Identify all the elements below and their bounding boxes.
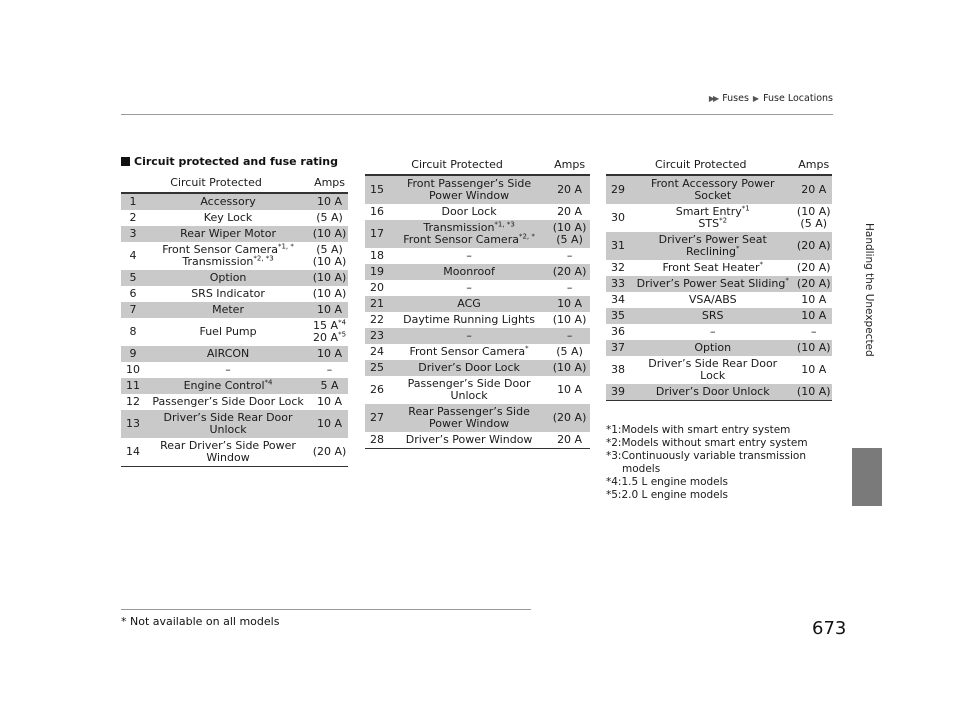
column-header-amps: Amps [795, 155, 832, 175]
fuse-table-1 [121, 173, 348, 467]
table-row [365, 220, 590, 248]
fuse-number: 5 [121, 270, 145, 286]
circuit-name: Accessory [145, 193, 311, 210]
note-item: *4:1.5 L engine models [606, 476, 729, 488]
circuit-name [389, 344, 549, 360]
circuit-name: SRS Indicator [191, 287, 265, 300]
circuit-name: Moonroof [389, 264, 549, 280]
amps-line: (10 A) [796, 205, 831, 218]
column-header-amps: Amps [549, 155, 590, 175]
circuit-name [630, 204, 795, 232]
amps-line: (10 A) [312, 255, 347, 268]
circuit-name [630, 356, 795, 384]
circuit-name: Driver’s Power Window [389, 432, 549, 449]
circuit-line: Driver’s Side Rear Door [163, 411, 293, 424]
table-row [121, 210, 348, 226]
circuit-name [389, 404, 549, 432]
table-row [365, 175, 590, 204]
fuse-number: 38 [611, 363, 625, 376]
footnote-marker: * [736, 244, 740, 253]
fuse-amps: 20 A [795, 175, 832, 204]
fuse-amps: (5 A) [316, 211, 343, 224]
fuse-number: 39 [606, 384, 630, 401]
fuse-number: 16 [370, 205, 384, 218]
fuse-table-3 [606, 155, 832, 401]
fuse-amps [795, 204, 832, 232]
circuit-name: SRS [630, 308, 795, 324]
table-row [365, 296, 590, 312]
fuse-amps: – [549, 328, 590, 344]
circuit-name [630, 175, 795, 204]
fuse-number: 10 [126, 363, 140, 376]
section-title: Circuit protected and fuse rating [134, 155, 338, 168]
amps-line: 20 A [313, 331, 339, 344]
fuse-number: 13 [121, 410, 145, 438]
fuse-number: 9 [121, 346, 145, 362]
breadcrumb-item-fuse-locations[interactable]: Fuse Locations [763, 93, 833, 104]
fuse-amps: (20 A) [796, 261, 831, 274]
amps-line: (5 A) [556, 233, 583, 246]
fuse-amps [311, 242, 348, 270]
circuit-line: Lock [700, 369, 726, 382]
table-row [121, 346, 348, 362]
fuse-amps: 10 A [311, 302, 348, 318]
circuit-line: Rear Passenger’s Side [408, 405, 530, 418]
table-row [121, 242, 348, 270]
footnote-marker: *4 [338, 318, 347, 327]
circuit-name: VSA/ABS [688, 293, 737, 306]
table-row [121, 193, 348, 210]
column-header-circuit: Circuit Protected [365, 155, 549, 175]
circuit-line: Socket [694, 189, 732, 202]
circuit-name: – [709, 325, 716, 338]
footnote-marker: *2, *3 [253, 254, 274, 263]
fuse-number: 2 [129, 211, 137, 224]
fuse-number: 4 [129, 249, 137, 262]
circuit-name: Driver’s Door Lock [389, 360, 549, 376]
table-row [121, 438, 348, 467]
circuit-line: Window [206, 451, 250, 464]
fuse-amps: 10 A [795, 308, 832, 324]
circuit-name: AIRCON [145, 346, 311, 362]
fuse-number: 33 [606, 276, 630, 292]
table-row [121, 378, 348, 394]
fuse-number: 25 [365, 360, 389, 376]
table-row [121, 286, 348, 302]
fuse-amps: 10 A [549, 296, 590, 312]
circuit-line: Unlock [450, 389, 488, 402]
circuit-line: Transmission [182, 255, 254, 268]
table-row [365, 204, 590, 220]
table-row [606, 356, 832, 384]
fuse-amps: (20 A) [796, 277, 831, 290]
circuit-name: Rear Wiper Motor [145, 226, 311, 242]
fuse-table-2 [365, 155, 590, 449]
table-row [365, 404, 590, 432]
fuse-amps: (10 A) [312, 271, 347, 284]
table-row [606, 232, 832, 260]
footnote-marker: *1, *3 [494, 220, 515, 229]
footnote-marker: *4 [264, 378, 273, 387]
table-row [365, 432, 590, 449]
amps-line: (5 A) [800, 217, 828, 230]
breadcrumb-item-fuses[interactable]: Fuses [722, 93, 749, 104]
circuit-name [145, 242, 311, 270]
circuit-name: – [466, 281, 472, 294]
circuit-line: Front Sensor Camera [403, 233, 519, 246]
fuse-number: 35 [606, 308, 630, 324]
amps-line: (10 A) [552, 221, 587, 234]
column-header-circuit: Circuit Protected [121, 173, 311, 193]
table-row [606, 384, 832, 401]
fuse-amps: – [326, 363, 333, 376]
table-row [121, 302, 348, 318]
circuit-name [389, 175, 549, 204]
fuse-number: 36 [611, 325, 625, 338]
side-section-label: Handling the Unexpected [863, 223, 875, 357]
table-row [606, 340, 832, 356]
column-header-circuit: Circuit Protected [606, 155, 795, 175]
fuse-amps: 5 A [311, 378, 348, 394]
circuit-line: Front Accessory Power [650, 177, 775, 190]
table-row [365, 344, 590, 360]
side-chapter-tab [852, 448, 882, 506]
table-row [121, 318, 348, 346]
fuse-amps: (20 A) [549, 264, 590, 280]
circuit-name [389, 220, 549, 248]
fuse-number: 21 [365, 296, 389, 312]
breadcrumb [709, 93, 833, 104]
fuse-number: 22 [370, 313, 384, 326]
fuse-amps: 20 A [557, 205, 583, 218]
circuit-line: Front Seat Heater [662, 261, 760, 274]
table-row [121, 362, 348, 378]
circuit-line: STS [698, 217, 720, 230]
fuse-number: 1 [121, 193, 145, 210]
circuit-line: Reclining [685, 245, 736, 258]
fuse-number: 8 [129, 325, 137, 338]
fuse-amps: – [566, 249, 573, 262]
table-row [121, 270, 348, 286]
fuse-amps: – [566, 281, 573, 294]
breadcrumb-arrows-icon: ▶▶ [708, 94, 718, 103]
fuse-amps: (10 A) [795, 384, 832, 401]
circuit-line: Front Sensor Camera [409, 345, 526, 358]
table-row [606, 175, 832, 204]
footnote-marker: * [759, 260, 763, 269]
circuit-name [145, 438, 311, 467]
table-row [606, 324, 832, 340]
circuit-name: Passenger’s Side Door Lock [152, 395, 304, 408]
fuse-amps: 20 A [549, 432, 590, 449]
fuse-number: 18 [370, 249, 384, 262]
footnote-marker: * [785, 276, 789, 285]
table-row [365, 360, 590, 376]
table-row [365, 376, 590, 404]
fuse-number: 29 [606, 175, 630, 204]
circuit-name: Fuel Pump [199, 325, 257, 338]
fuse-number: 11 [121, 378, 145, 394]
fuse-amps [549, 220, 590, 248]
breadcrumb-separator-icon: ▶ [752, 94, 760, 103]
fuse-amps: (20 A) [795, 232, 832, 260]
note-item: *3:Continuously variable transmission models [606, 450, 807, 475]
fuse-amps [311, 318, 348, 346]
table-row [606, 204, 832, 232]
table-row [121, 226, 348, 242]
circuit-line: Power Window [429, 417, 510, 430]
fuse-amps: (20 A) [549, 404, 590, 432]
circuit-line: Driver’s Side Rear Door [648, 357, 778, 370]
circuit-name [630, 232, 795, 260]
circuit-name: Option [145, 270, 311, 286]
footnote: * Not available on all models [121, 615, 280, 628]
circuit-name: Key Lock [203, 211, 253, 224]
circuit-line: Engine Control [183, 379, 265, 392]
circuit-name: Driver’s Door Unlock [630, 384, 795, 401]
table-row [121, 410, 348, 438]
footnote-marker: *1 [741, 204, 750, 213]
column-header-amps: Amps [311, 173, 348, 193]
table-row [121, 394, 348, 410]
circuit-line: Smart Entry [675, 205, 742, 218]
fuse-number: 20 [370, 281, 384, 294]
fuse-number: 17 [365, 220, 389, 248]
fuse-number: 27 [365, 404, 389, 432]
table-row [606, 260, 832, 276]
circuit-name: – [225, 363, 231, 376]
fuse-amps: (10 A) [552, 313, 587, 326]
fuse-number: 23 [365, 328, 389, 344]
footnote-marker: * [525, 344, 529, 353]
circuit-name: ACG [389, 296, 549, 312]
fuse-number: 26 [370, 383, 384, 396]
footnote-marker: *2, * [518, 232, 535, 241]
circuit-line: Power Window [429, 189, 510, 202]
fuse-number: 6 [129, 287, 137, 300]
note-item: *1:Models with smart entry system [606, 424, 791, 436]
circuit-line: Passenger’s Side Door [407, 377, 531, 390]
table-row [365, 280, 590, 296]
table-row [365, 328, 590, 344]
circuit-name [145, 378, 311, 394]
fuse-amps: 10 A [801, 293, 827, 306]
circuit-line: Unlock [209, 423, 247, 436]
fuse-number: 31 [606, 232, 630, 260]
fuse-amps: 10 A [317, 395, 343, 408]
note-item: *2:Models without smart entry system [606, 437, 808, 449]
fuse-number: 37 [606, 340, 630, 356]
circuit-line: Driver’s Power Seat [658, 233, 767, 246]
fuse-amps: 10 A [557, 383, 583, 396]
circuit-line: Front Passenger’s Side [406, 177, 532, 190]
table-row [365, 264, 590, 280]
fuse-number: 14 [121, 438, 145, 467]
circuit-line: Transmission [423, 221, 495, 234]
circuit-name [630, 276, 795, 292]
footnote-marker: *1, * [277, 242, 294, 251]
amps-line: (5 A) [316, 243, 343, 256]
fuse-number: 28 [365, 432, 389, 449]
table-row [606, 308, 832, 324]
circuit-name [389, 376, 549, 404]
footnote-marker: *2 [719, 216, 728, 225]
square-bullet-icon [121, 157, 130, 166]
circuit-name: Meter [145, 302, 311, 318]
fuse-amps: (10 A) [312, 227, 347, 240]
fuse-amps: – [810, 325, 817, 338]
circuit-name: Daytime Running Lights [403, 313, 535, 326]
circuit-name [145, 410, 311, 438]
fuse-amps: (20 A) [311, 438, 348, 467]
table-row [606, 292, 832, 308]
circuit-name: – [389, 328, 549, 344]
circuit-line: Driver’s Power Seat Sliding [636, 277, 786, 290]
circuit-name: Option [630, 340, 795, 356]
fuse-amps: (10 A) [796, 341, 831, 354]
note-item: *5:2.0 L engine models [606, 489, 729, 501]
fuse-number: 30 [611, 211, 625, 224]
header-rule [121, 114, 833, 115]
circuit-name [630, 260, 795, 276]
fuse-number: 3 [121, 226, 145, 242]
fuse-number: 24 [370, 345, 384, 358]
amps-line: 15 A [313, 319, 339, 332]
fuse-number: 19 [365, 264, 389, 280]
fuse-number: 12 [126, 395, 140, 408]
model-notes [606, 424, 836, 502]
fuse-amps: 10 A [311, 410, 348, 438]
footer-rule [121, 609, 531, 610]
table-row [365, 248, 590, 264]
fuse-number: 32 [611, 261, 625, 274]
fuse-number: 34 [611, 293, 625, 306]
circuit-name: Door Lock [441, 205, 497, 218]
table-row [365, 312, 590, 328]
fuse-amps: (10 A) [549, 360, 590, 376]
circuit-name: – [466, 249, 472, 262]
fuse-amps: 10 A [311, 346, 348, 362]
fuse-number: 15 [365, 175, 389, 204]
fuse-amps: (5 A) [556, 345, 583, 358]
fuse-number: 7 [121, 302, 145, 318]
table-row [606, 276, 832, 292]
fuse-amps: 10 A [311, 193, 348, 210]
fuse-amps: 20 A [549, 175, 590, 204]
fuse-amps: 10 A [801, 363, 827, 376]
section-heading [121, 155, 338, 168]
page-number: 673 [812, 618, 847, 639]
circuit-line: Front Sensor Camera [162, 243, 278, 256]
fuse-amps: (10 A) [312, 287, 347, 300]
circuit-line: Rear Driver’s Side Power [160, 439, 296, 452]
footnote-marker: *5 [338, 330, 347, 339]
